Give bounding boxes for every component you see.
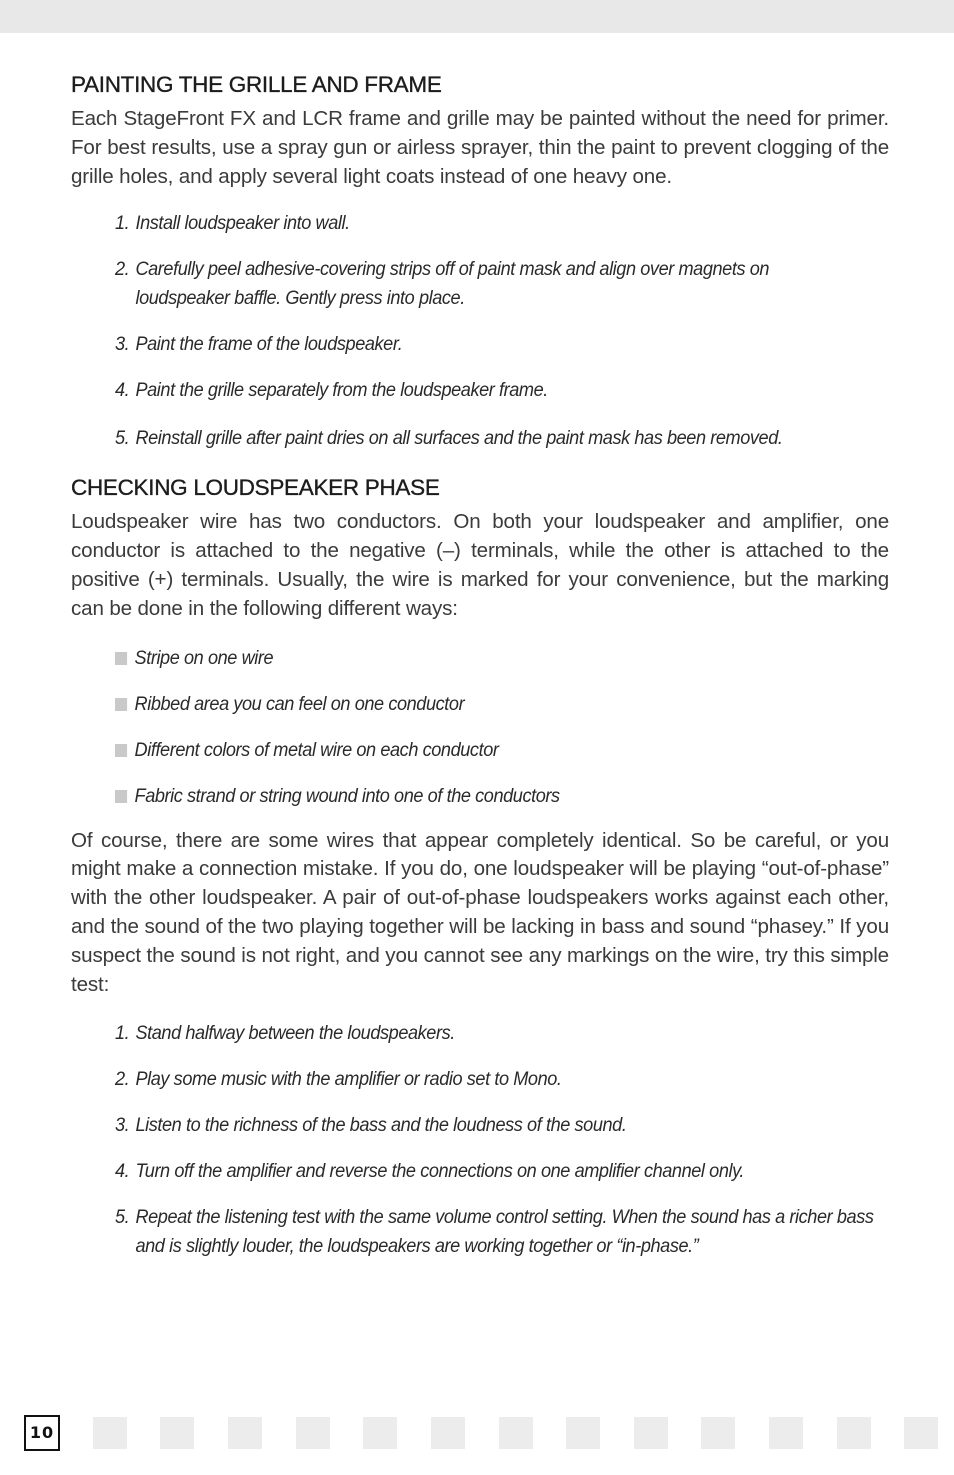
step-number: 1.: [115, 212, 130, 235]
step-number: 2.: [115, 1068, 130, 1091]
footer-decor-box: [363, 1417, 397, 1449]
page-content: [71, 68, 889, 1261]
footer-decor-box: [837, 1417, 871, 1449]
step-text: Play some music with the amplifier or radio set to Mono.: [135, 1068, 562, 1091]
footer-decor-box: [701, 1417, 735, 1449]
bullet-square-icon: [115, 698, 127, 711]
list-item: [115, 782, 887, 811]
phase-intro-paragraph: Loudspeaker wire has two conductors. On both your loudspeaker and amplifier, one conductor is attached to the negative (–) terminals, while the other is attached to the positive (+) terminals. Usually, the wire is marked for your convenience, but the marking can be done in the following different ways:: [71, 510, 889, 620]
step-number: 5.: [115, 427, 130, 450]
bullet-square-icon: [115, 790, 127, 803]
list-item: [115, 1019, 887, 1048]
page-number: 10: [24, 1415, 60, 1451]
phase-test-paragraph: Of course, there are some wires that appear completely identical. So be careful, or you might make a connection mistake. If you do, one loudspeaker will be playing “out-of-phase” with the other loudspeaker. A pair of out-of-phase loudspeakers works against each other, and the sound of the two playing together will be lacking in bass and sound “phasey.” If you suspect the sound is not right, and you cannot see any markings on the wire, try this simple test:: [71, 828, 889, 996]
footer-decor-box: [904, 1417, 938, 1449]
painting-intro-paragraph: Each StageFront FX and LCR frame and grille may be painted without the need for primer. For best results, use a spray gun or airless sprayer, thin the paint to prevent clogging of the grille holes, and apply several light coats instead of one heavy one.: [71, 107, 889, 188]
footer-decor-box: [93, 1417, 127, 1449]
wire-marking-list: [71, 644, 889, 811]
section-heading-phase: CHECKING LOUDSPEAKER PHASE: [71, 475, 440, 501]
footer-decor-box: [566, 1417, 600, 1449]
step-text: Turn off the amplifier and reverse the connections on one amplifier channel only.: [135, 1160, 745, 1183]
top-bar: [0, 0, 954, 33]
list-item: [115, 255, 887, 313]
bullet-text: Different colors of metal wire on each conductor: [134, 738, 499, 761]
list-item: [115, 424, 887, 453]
footer-decor-box: [499, 1417, 533, 1449]
step-number: 1.: [115, 1022, 130, 1045]
footer-decor-box: [228, 1417, 262, 1449]
list-item: [115, 1065, 887, 1094]
step-number: 3.: [115, 333, 130, 356]
bullet-text: Fabric strand or string wound into one of the conductors: [134, 784, 560, 807]
step-text: Reinstall grille after paint dries on all surfaces and the paint mask has been removed.: [135, 427, 783, 450]
step-text: Paint the grille separately from the loudspeaker frame.: [135, 379, 548, 402]
step-text: Repeat the listening test with the same volume control setting. When the sound has a richer bass and is slightly louder, the loudspeakers are working together or “in-phase.”: [135, 1206, 874, 1258]
list-item: [115, 1111, 887, 1140]
bullet-square-icon: [115, 652, 127, 665]
step-text: Install loudspeaker into wall.: [135, 212, 350, 235]
list-item: [115, 376, 887, 405]
section-heading-painting: PAINTING THE GRILLE AND FRAME: [71, 72, 442, 97]
list-item: [115, 644, 887, 673]
step-number: 3.: [115, 1114, 130, 1137]
step-text: Carefully peel adhesive-covering strips off of paint mask and align over magnets on loudspeaker baffle. Gently press into place.: [135, 258, 770, 310]
list-item: [115, 330, 887, 359]
step-number: 2.: [115, 258, 130, 281]
footer-decor-box: [634, 1417, 668, 1449]
list-item: [115, 209, 887, 238]
list-item: [115, 690, 887, 719]
bullet-text: Ribbed area you can feel on one conductor: [134, 692, 465, 715]
step-text: Stand halfway between the loudspeakers.: [135, 1022, 455, 1045]
list-item: [115, 1203, 887, 1261]
bullet-text: Stripe on one wire: [134, 646, 274, 669]
step-number: 5.: [115, 1206, 130, 1229]
footer-decor-box: [769, 1417, 803, 1449]
page-footer: [24, 1415, 940, 1451]
bullet-square-icon: [115, 744, 127, 757]
phase-test-steps-list: [71, 1019, 889, 1261]
footer-decor-box: [431, 1417, 465, 1449]
step-number: 4.: [115, 1160, 130, 1183]
step-text: Listen to the richness of the bass and the loudness of the sound.: [135, 1114, 627, 1137]
footer-decor-box: [296, 1417, 330, 1449]
list-item: [115, 1157, 887, 1186]
step-number: 4.: [115, 379, 130, 402]
footer-decor-box: [160, 1417, 194, 1449]
step-text: Paint the frame of the loudspeaker.: [135, 333, 403, 356]
painting-steps-list: [71, 209, 889, 453]
list-item: [115, 736, 887, 765]
